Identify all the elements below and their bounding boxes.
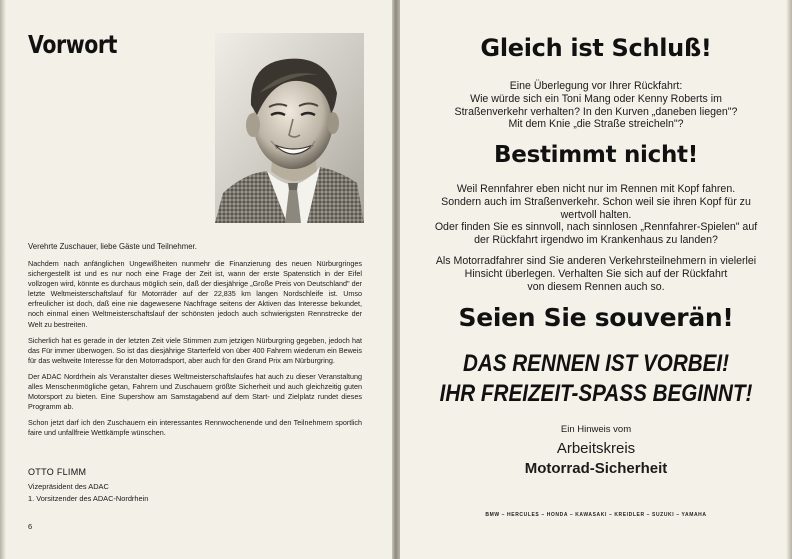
page-title: Vorwort [28, 30, 118, 59]
signature-name: OTTO FLIMM [28, 467, 87, 477]
page-number: 6 [28, 522, 33, 531]
paragraph: Sicherlich hat es gerade in der letzten Zeit viele Stimmen zum jetzigen Nürburgring gegeben, jedoch hat das Für immer überwogen. So ist das diesjährige Starterfeld von über 400 Fahrern wiederum ein Beweis für das weltweite Interesse für den Motorradsport, aber auch für den Grand Prix am Nürburgring. [28, 335, 362, 365]
text-line: Mit dem Knie „die Straße streicheln"? [508, 118, 684, 131]
signature-role-2: 1. Vorsitzender des ADAC-Nordrhein [28, 494, 149, 503]
headline: Gleich ist Schluß! [480, 34, 712, 62]
caps-line-2: IHR FREIZEIT-SPASS BEGINNT! [439, 380, 753, 407]
text-line: Wie würde sich ein Toni Mang oder Kenny Roberts im [470, 92, 722, 105]
org-line-1: Arbeitskreis [556, 440, 636, 457]
foreword-body [28, 259, 362, 445]
text-line: von diesem Rennen auch so. [527, 280, 665, 293]
text-line: wertvoll halten. [560, 208, 632, 221]
advice-text [420, 255, 772, 293]
portrait-photo [215, 33, 364, 223]
text-line: Oder finden Sie es sinnvoll, nach sinnlosen „Rennfahrer-Spielen" auf [434, 221, 758, 234]
text-line: Sondern auch im Straßenverkehr. Schon weil sie ihren Kopf für zu [441, 195, 751, 208]
slogan: Seien Sie souverän! [458, 303, 734, 332]
signature-role: Vizepräsident des ADAC [28, 482, 109, 491]
text-line: Eine Überlegung vor Ihrer Rückfahrt: [509, 80, 683, 92]
right-page [400, 0, 792, 559]
paragraph: Nachdem nach anfänglichen Ungewißheiten nunmehr die Finanzierung des neuen Nürburgringes sichergestellt ist und es nur noch eine Frage der Zeit ist, wann der erste Spatenstich in der Eifel vollzogen wird, könnte es durchaus möglich sein, daß der diesjährige „Große Preis von Deutschland" der letzte Weltmeisterschaftslauf für Motorräder auf der 22,835 km langen Nordschleife ist. Umso erfreulicher ist doch, daß eine nie dagewesene Nachfrage seitens der Aktiven das Interesse bekundet, noch einmal einen Weltmeisterschaftslauf der schönsten jedoch auch schwierigsten Rennstrecke der Welt zu bestreiten. [28, 259, 362, 329]
book-gutter [392, 0, 400, 559]
text-line: Weil Rennfahrer eben nicht nur im Rennen mit Kopf fahren. [456, 183, 736, 195]
text-line: Straßenverkehr verhalten? In den Kurven „daneben liegen"? [454, 105, 738, 118]
answer-heading: Bestimmt nicht! [494, 142, 698, 168]
text-line: Als Motorradfahrer sind Sie anderen Verkehrsteilnehmern in vielerlei [435, 255, 757, 267]
reason-text [420, 183, 772, 247]
paragraph: Schon jetzt darf ich den Zuschauern ein interessantes Rennwochenende und den Teilnehmern sportlich faire und unfallfreie Wettkämpfe wünschen. [28, 418, 362, 438]
org-line-2: Motorrad-Sicherheit [524, 460, 668, 477]
left-page [0, 0, 392, 559]
caps-line-1: DAS RENNEN IST VORBEI! [462, 350, 730, 377]
intro-text [420, 80, 772, 131]
text-line: Hinsicht überlegen. Verhalten Sie sich auf der Rückfahrt [464, 267, 728, 280]
text-line: der Rückfahrt irgendwo im Krankenhaus zu landen? [474, 234, 718, 247]
salutation: Verehrte Zuschauer, liebe Gäste und Teilnehmer. [28, 242, 197, 251]
brand-list: BMW – HERCULES – HONDA – KAWASAKI – KREIDLER – SUZUKI – YAMAHA [485, 512, 707, 518]
hinweis-text: Ein Hinweis vom [560, 424, 632, 435]
paragraph: Der ADAC Nordrhein als Veranstalter dieses Weltmeisterschaftslaufes hat auch zu dieser Veranstaltung alles Menschenmögliche getan, Fahrern und Zuschauern größte Sicherheit und auch gleichzeitig guten Motorsport zu bieten. Eine Supershow am Samstagabend auf dem Start- und Zielplatz rundet dieses Programm ab. [28, 371, 362, 412]
page-edge-shadow [0, 0, 6, 559]
